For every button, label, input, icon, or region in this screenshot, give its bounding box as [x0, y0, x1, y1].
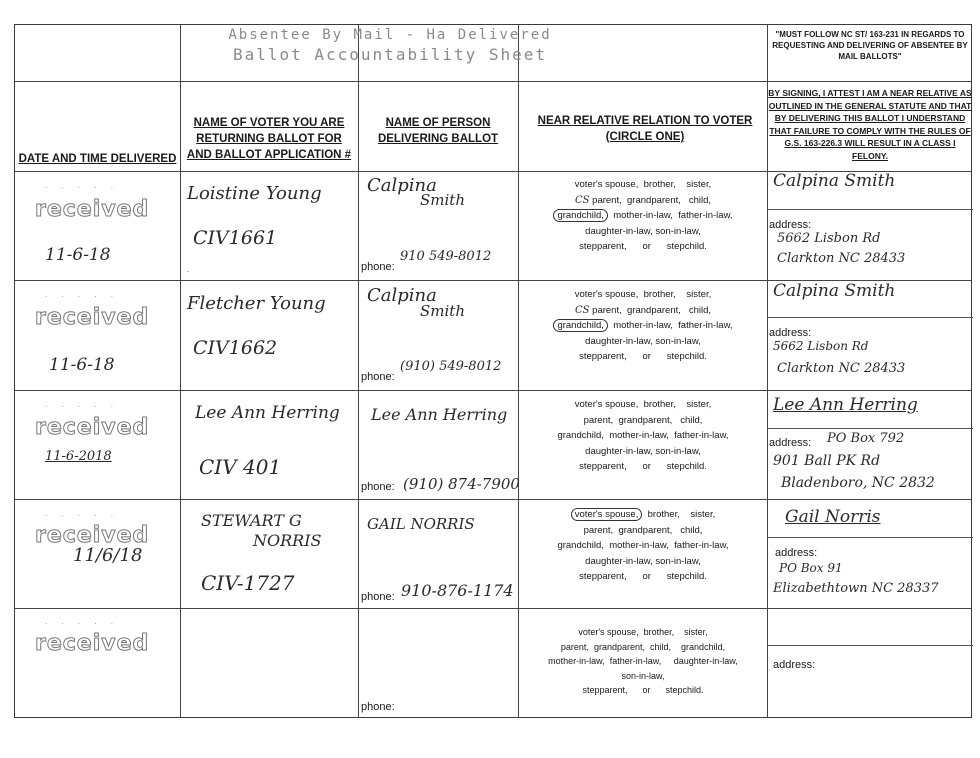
row2-circled-relation: grandchild, — [553, 319, 607, 332]
title-line-2: Ballot Accountability Sheet — [232, 45, 548, 64]
row2-deliverer: Calpina — [367, 285, 437, 306]
row3-phone: (910) 874-7900 — [403, 475, 520, 493]
row1-mark: CS — [575, 194, 590, 206]
row4-address-label: address: — [775, 547, 818, 559]
row1-address-2: Clarkton NC 28433 — [777, 251, 906, 266]
row1-app-number: CIV1661 — [193, 227, 278, 249]
row1-address-label: address: — [769, 219, 812, 231]
row2-voter-name: Fletcher Young — [187, 293, 326, 314]
row2-mark: CS — [575, 304, 590, 316]
row1-deliverer-2: Smith — [420, 191, 465, 209]
row2-app-number: CIV1662 — [193, 337, 278, 359]
row3-deliverer: Lee Ann Herring — [371, 405, 508, 424]
row2-address-label: address: — [769, 327, 812, 339]
row4-voter-name: STEWART G — [201, 511, 302, 530]
sig-divider — [767, 317, 973, 318]
row2-relations: voter's spouse, brother, sister, CS parent, grandparent, child, grandchild, mother-in-law, father-in-law, daughter-in-law, son-in-law, stepparent, or stepchild. — [520, 287, 766, 365]
row2-phone-label: phone: — [361, 371, 395, 383]
row3-app-number: CIV 401 — [199, 455, 282, 479]
received-stamp: received — [35, 415, 150, 440]
row3-date: 11-6-2018 — [45, 449, 112, 464]
stamp-dots: . . . . . — [45, 181, 120, 190]
row4-address-2: Elizabethtown NC 28337 — [773, 581, 939, 596]
row4-signature: Gail Norris — [785, 507, 881, 527]
row3-address-2: 901 Ball PK Rd — [773, 453, 881, 469]
row1-phone-label: phone: — [361, 261, 395, 273]
row5-relations: voter's spouse, brother, sister, parent, grandparent, child, grandchild, mother-in-law, father-in-law, daughter-in-law, son-in-law, stepparent, or stepchild. — [548, 627, 738, 695]
sig-divider — [767, 209, 973, 210]
grid-line — [15, 81, 971, 82]
grid-line — [180, 25, 181, 717]
sig-divider — [767, 537, 973, 538]
row3-address-3: Bladenboro, NC 2832 — [781, 475, 935, 491]
title-line-1: Absentee By Mail - Ha Delivered — [228, 27, 552, 43]
grid-line — [15, 608, 971, 609]
received-stamp: received — [35, 197, 150, 222]
sig-divider — [767, 428, 973, 429]
row2-phone: (910) 549-8012 — [400, 359, 502, 374]
stamp-dots: . . . . . — [45, 400, 120, 409]
sig-divider — [767, 645, 973, 646]
row3-address-label: address: — [769, 437, 812, 449]
received-stamp: received — [35, 305, 150, 330]
row4-date: 11/6/18 — [73, 545, 143, 566]
row4-phone: 910-876-1174 — [401, 581, 514, 600]
grid-line — [518, 25, 519, 717]
row2-signature: Calpina Smith — [773, 281, 896, 301]
grid-line — [358, 25, 359, 717]
attestation-text: BY SIGNING, I ATTEST I AM A NEAR RELATIVE AS OUTLINED IN THE GENERAL STATUTE AND THAT BY DELIVERING THIS BALLOT I UNDERSTAND THAT FAILURE TO COMPLY WITH THE RULES OF G.S. 163-226.3 WILL RESULT IN A CLASS I FELONY. — [768, 88, 972, 161]
row5-phone-label: phone: — [361, 701, 395, 713]
row3-address-1: PO Box 792 — [827, 431, 905, 446]
row4-deliverer: GAIL NORRIS — [367, 515, 475, 533]
row3-relations: voter's spouse, brother, sister, parent, grandparent, child, grandchild, mother-in-law, father-in-law, daughter-in-law, son-in-law, stepparent, or stepchild. — [557, 399, 729, 472]
row1-circled-relation: grandchild, — [553, 209, 607, 222]
row4-voter-name-2: NORRIS — [253, 531, 322, 550]
row4-circled-relation: voter's spouse, — [571, 508, 643, 521]
row1-date: 11-6-18 — [45, 245, 111, 265]
row4-relations: voter's spouse, brother, sister, parent, grandparent, child, grandchild, mother-in-law, father-in-law, daughter-in-law, son-in-law, stepparent, or stepchild. — [557, 509, 729, 582]
header-voter: NAME OF VOTER YOU ARE RETURNING BALLOT FOR AND BALLOT APPLICATION # — [186, 117, 352, 161]
sheet-title — [195, 27, 585, 64]
row4-address-1: PO Box 91 — [779, 561, 843, 575]
row4-phone-label: phone: — [361, 591, 395, 603]
row1-voter-name: Loistine Young — [187, 183, 322, 204]
stamp-dots: . . . . . — [45, 509, 120, 518]
row1-signature: Calpina Smith — [773, 171, 896, 191]
row2-address-2: Clarkton NC 28433 — [777, 361, 906, 376]
stamp-dots: . . . . . — [45, 617, 120, 626]
header-date: DATE AND TIME DELIVERED — [18, 153, 177, 165]
grid-line — [15, 499, 971, 500]
header-person: NAME OF PERSON DELIVERING BALLOT — [377, 117, 499, 145]
stamp-dots: . . . . . — [45, 290, 120, 299]
received-stamp: received — [35, 523, 150, 548]
grid-line — [15, 390, 971, 391]
row1-phone: 910 549-8012 — [400, 249, 492, 264]
row2-date: 11-6-18 — [49, 355, 115, 375]
row2-deliverer-2: Smith — [420, 302, 465, 320]
ballot-accountability-sheet: Absentee By Mail - Ha Delivered Ballot Accountability Sheet "MUST FOLLOW NC ST/ 163-231 IN REGARDS TO REQUESTING AND DELIVERING OF ABSENTEE BY MAIL BALLOTS" DATE AND TIME DELIVERED NAME OF VOTER YOU ARE RETURNING BALLOT FOR AND BALLOT APPLICATION # NAME OF PERSON DELIVERING BALLOT NEAR RELATIVE RELATION TO VOTER (CIRCLE ONE) BY SIGNING, I ATTEST I AM A NEAR RELATIVE AS OUTLINED IN THE GENERAL STATUTE AND THAT BY DELIVERING THIS BALLOT I UNDERSTAND THAT FAILURE TO COMPLY WITH THE RULES OF G.S. 163-226.3 WILL RESULT IN A CLASS I FELONY. . . . . . received 11-6-18 Loistine Young CIV1661 Calpina Smith phone: 910 549-8012 voter's spouse, brother, sister, CS parent, grandparent, child, grandchild, mother-in-law, father-in-law, daughter-in-law, son-in-law, stepparent, or stepchild. Calpina Smith address: 5662 Lisbon Rd Clarkton NC 28433 . . . . . . received 11-6-18 Fletcher Young CIV1662 Calpina Smith phone: (910) 549-8012 voter's spouse, brother, sister, CS parent, grandparent, child, grandchild, mother-in-law, father-in-law, daughter-in-law, son-in-law, stepparent, or stepchild. Calpina Smith address: 5662 Lisbon Rd Clarkton NC 28433 . . . . . received 11-6-2018 Lee Ann Herring CIV 401 Lee Ann Herring phone: (910) 874-7900 voter's spouse, brother, sister, parent, grandparent, child, grandchild, mother-in-law, father-in-law, daughter-in-law, son-in-law, stepparent, or stepchild. Lee Ann Herring address: PO Box 792 901 Ball PK Rd Bladenboro, NC 2832 . . . . . received 11/6/18 STEWART G NORRIS CIV-1727 GAIL NORRIS phone: 910-876-1174 voter's spouse, brother, sister, parent, grandparent, child, grandchild, mother-in-law, father-in-law, daughter-in-law, son-in-law, stepparent, or stepchild. Gail Norris address: PO Box 91 Elizabethtown NC 28337 . . . . . received phone: voter's spouse, brother, sister, parent, grandparent, child, grandchild, mother-in-law, father-in-law, daughter-in-law, son-in-law, stepparent, or stepchild. address: — [14, 24, 972, 718]
statute-notice: "MUST FOLLOW NC ST/ 163-231 IN REGARDS TO REQUESTING AND DELIVERING OF ABSENTEE BY MAIL BALLOTS" — [772, 30, 968, 61]
row2-address-1: 5662 Lisbon Rd — [773, 339, 869, 353]
row5-address-label: address: — [773, 659, 816, 671]
row1-relations: voter's spouse, brother, sister, CS parent, grandparent, child, grandchild, mother-in-law, father-in-law, daughter-in-law, son-in-law, stepparent, or stepchild. — [520, 177, 766, 255]
row3-signature: Lee Ann Herring — [773, 395, 918, 415]
header-relation: NEAR RELATIVE RELATION TO VOTER (CIRCLE ONE) — [537, 115, 753, 143]
row1-deliverer: Calpina — [367, 175, 437, 196]
received-stamp: received — [35, 631, 150, 656]
row1-address-1: 5662 Lisbon Rd — [777, 231, 881, 246]
row3-phone-label: phone: — [361, 481, 395, 493]
row3-voter-name: Lee Ann Herring — [195, 403, 340, 423]
row4-app-number: CIV-1727 — [201, 571, 295, 595]
